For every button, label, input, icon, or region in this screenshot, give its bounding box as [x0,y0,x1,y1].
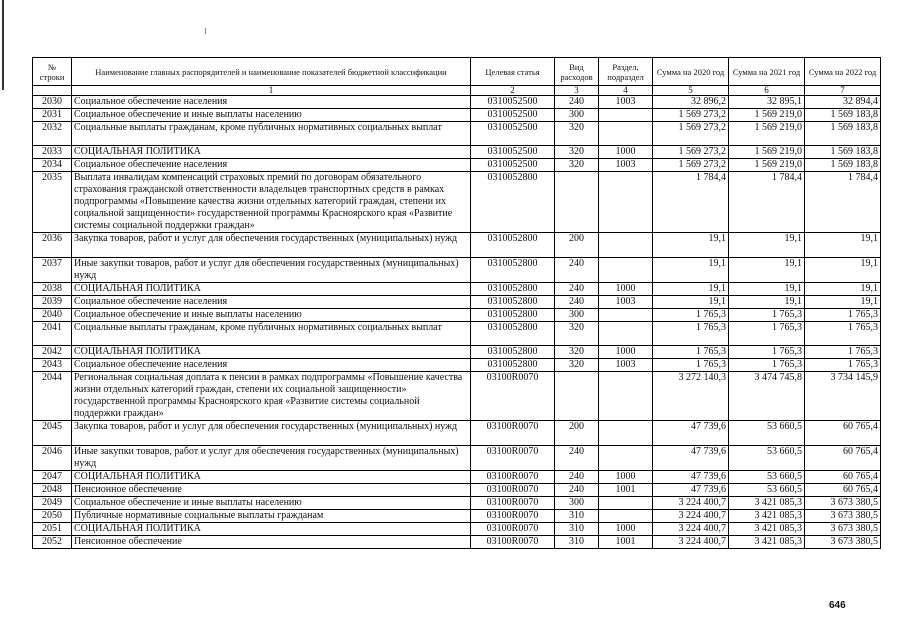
row-sum-2020-cell: 1 569 273,2 [653,122,729,146]
row-sum-2021-cell: 1 765,3 [729,359,805,372]
header-expense-type: Вид расходов [555,58,599,86]
row-sum-2021-cell: 53 660,5 [729,446,805,471]
table-row [33,484,881,497]
row-sum-2020-cell: 19,1 [653,283,729,296]
table-row [33,471,881,484]
row-sum-2022-cell: 3 673 380,5 [805,536,881,549]
row-number-cell: 2047 [33,471,72,484]
row-section-cell [599,510,653,523]
row-sum-2021-cell: 53 660,5 [729,471,805,484]
row-name-cell: Социальное обеспечение населения [72,159,471,172]
row-name-cell: Социальное обеспечение и иные выплаты населению [72,109,471,122]
table-row [33,283,881,296]
row-number-cell: 2033 [33,146,72,159]
row-expense-type-cell: 200 [555,233,599,258]
budget-table [32,57,881,549]
row-number-cell: 2040 [33,309,72,322]
row-sum-2020-cell: 19,1 [653,296,729,309]
column-number-cell: 1 [72,86,471,96]
row-section-cell: 1000 [599,283,653,296]
row-sum-2022-cell: 1 784,4 [805,172,881,233]
row-sum-2021-cell: 1 765,3 [729,346,805,359]
page-number: 646 [829,600,846,611]
row-name-cell: Выплата инвалидам компенсаций страховых премий по договорам обязательного страхования гражданской ответственности владельцев транспортных средств в рамках подпрограммы «Повышение качества жизни отдельных категорий граждан, степени их социальной защищенности» государственной программы Красноярского края «Развитие системы социальной поддержки граждан» [72,172,471,233]
column-number-cell: 5 [653,86,729,96]
row-expense-type-cell: 320 [555,122,599,146]
row-sum-2021-cell: 19,1 [729,258,805,283]
row-name-cell: Закупка товаров, работ и услуг для обеспечения государственных (муниципальных) нужд [72,421,471,446]
row-sum-2020-cell: 3 224 400,7 [653,536,729,549]
row-section-cell [599,497,653,510]
row-sum-2022-cell: 19,1 [805,233,881,258]
row-target-article-cell: 03100R0070 [471,471,555,484]
row-number-cell: 2036 [33,233,72,258]
table-body [33,96,881,549]
row-section-cell: 1001 [599,536,653,549]
row-name-cell: СОЦИАЛЬНАЯ ПОЛИТИКА [72,346,471,359]
row-name-cell: Социальные выплаты гражданам, кроме публичных нормативных социальных выплат [72,122,471,146]
row-name-cell: Социальное обеспечение населения [72,296,471,309]
row-target-article-cell: 03100R0070 [471,497,555,510]
row-expense-type-cell: 320 [555,159,599,172]
row-sum-2022-cell: 1 569 183,8 [805,109,881,122]
row-section-cell [599,322,653,346]
row-number-cell: 2037 [33,258,72,283]
row-sum-2022-cell: 32 894,4 [805,96,881,109]
row-sum-2020-cell: 47 739,6 [653,446,729,471]
row-number-cell: 2046 [33,446,72,471]
row-sum-2021-cell: 1 569 219,0 [729,146,805,159]
column-number-cell: 2 [471,86,555,96]
row-sum-2022-cell: 3 673 380,5 [805,510,881,523]
row-expense-type-cell: 200 [555,421,599,446]
row-target-article-cell: 03100R0070 [471,510,555,523]
scan-edge-mark [2,0,4,90]
row-sum-2021-cell: 1 569 219,0 [729,122,805,146]
row-sum-2021-cell: 3 421 085,3 [729,497,805,510]
table-row [33,309,881,322]
row-sum-2021-cell: 1 569 219,0 [729,159,805,172]
row-sum-2021-cell: 3 474 745,8 [729,372,805,421]
row-sum-2022-cell: 1 765,3 [805,322,881,346]
column-number-cell: 4 [599,86,653,96]
row-sum-2020-cell: 3 272 140,3 [653,372,729,421]
table-row [33,146,881,159]
row-sum-2021-cell: 1 765,3 [729,309,805,322]
row-sum-2021-cell: 32 895,1 [729,96,805,109]
row-number-cell: 2048 [33,484,72,497]
row-target-article-cell: 03100R0070 [471,421,555,446]
row-section-cell [599,122,653,146]
column-number-cell: 6 [729,86,805,96]
row-number-cell: 2043 [33,359,72,372]
row-sum-2021-cell: 19,1 [729,283,805,296]
table-header [33,58,881,96]
row-expense-type-cell: 310 [555,510,599,523]
row-sum-2022-cell: 60 765,4 [805,471,881,484]
scan-dot-mark [205,28,206,34]
row-target-article-cell: 0310052800 [471,309,555,322]
table-row [33,536,881,549]
row-section-cell [599,446,653,471]
row-name-cell: СОЦИАЛЬНАЯ ПОЛИТИКА [72,471,471,484]
row-number-cell: 2045 [33,421,72,446]
row-expense-type-cell: 240 [555,446,599,471]
table-row [33,258,881,283]
row-section-cell: 1001 [599,484,653,497]
table-row [33,172,881,233]
row-expense-type-cell: 240 [555,96,599,109]
row-name-cell: Пенсионное обеспечение [72,484,471,497]
table-row [33,159,881,172]
row-expense-type-cell: 320 [555,359,599,372]
row-expense-type-cell: 320 [555,346,599,359]
row-section-cell: 1000 [599,346,653,359]
row-target-article-cell: 0310052800 [471,258,555,283]
table-row [33,96,881,109]
column-number-cell [33,86,72,96]
row-section-cell: 1000 [599,523,653,536]
row-sum-2020-cell: 1 569 273,2 [653,146,729,159]
row-number-cell: 2049 [33,497,72,510]
row-sum-2022-cell: 1 569 183,8 [805,159,881,172]
table-row [33,122,881,146]
row-section-cell [599,233,653,258]
row-expense-type-cell: 320 [555,322,599,346]
row-expense-type-cell [555,372,599,421]
row-sum-2020-cell: 3 224 400,7 [653,497,729,510]
row-name-cell: Иные закупки товаров, работ и услуг для обеспечения государственных (муниципальных) нужд [72,446,471,471]
row-target-article-cell: 0310052500 [471,122,555,146]
row-number-cell: 2032 [33,122,72,146]
row-number-cell: 2050 [33,510,72,523]
row-section-cell: 1003 [599,359,653,372]
row-target-article-cell: 03100R0070 [471,523,555,536]
row-sum-2020-cell: 1 784,4 [653,172,729,233]
row-sum-2021-cell: 19,1 [729,233,805,258]
row-target-article-cell: 0310052800 [471,283,555,296]
row-sum-2020-cell: 47 739,6 [653,484,729,497]
row-target-article-cell: 0310052800 [471,296,555,309]
row-name-cell: СОЦИАЛЬНАЯ ПОЛИТИКА [72,523,471,536]
row-name-cell: Иные закупки товаров, работ и услуг для обеспечения государственных (муниципальных) нужд [72,258,471,283]
table-row [33,322,881,346]
table-row [33,296,881,309]
row-name-cell: Социальные выплаты гражданам, кроме публичных нормативных социальных выплат [72,322,471,346]
header-sum-2020: Сумма на 2020 год [653,58,729,86]
row-number-cell: 2034 [33,159,72,172]
row-expense-type-cell: 310 [555,536,599,549]
row-target-article-cell: 0310052800 [471,322,555,346]
row-sum-2022-cell: 1 765,3 [805,309,881,322]
row-section-cell: 1003 [599,159,653,172]
row-number-cell: 2052 [33,536,72,549]
row-sum-2021-cell: 3 421 085,3 [729,510,805,523]
row-sum-2020-cell: 1 569 273,2 [653,109,729,122]
row-sum-2022-cell: 1 569 183,8 [805,146,881,159]
row-sum-2022-cell: 19,1 [805,296,881,309]
row-section-cell: 1003 [599,96,653,109]
header-section: Раздел, подраздел [599,58,653,86]
row-section-cell [599,109,653,122]
row-sum-2020-cell: 32 896,2 [653,96,729,109]
row-expense-type-cell: 300 [555,109,599,122]
row-target-article-cell: 03100R0070 [471,536,555,549]
row-section-cell [599,421,653,446]
row-section-cell [599,309,653,322]
row-expense-type-cell: 310 [555,523,599,536]
row-sum-2022-cell: 3 673 380,5 [805,497,881,510]
header-row-number: № строки [33,58,72,86]
row-sum-2022-cell: 3 673 380,5 [805,523,881,536]
row-sum-2021-cell: 53 660,5 [729,484,805,497]
row-target-article-cell: 0310052500 [471,159,555,172]
table-row [33,346,881,359]
table-row [33,446,881,471]
row-name-cell: СОЦИАЛЬНАЯ ПОЛИТИКА [72,146,471,159]
row-sum-2020-cell: 3 224 400,7 [653,523,729,536]
table-row [33,510,881,523]
row-sum-2022-cell: 1 765,3 [805,346,881,359]
row-target-article-cell: 0310052800 [471,359,555,372]
row-sum-2021-cell: 1 765,3 [729,322,805,346]
row-sum-2020-cell: 47 739,6 [653,471,729,484]
table-row [33,497,881,510]
row-sum-2022-cell: 3 734 145,9 [805,372,881,421]
row-sum-2020-cell: 1 765,3 [653,346,729,359]
row-name-cell: Региональная социальная доплата к пенсии в рамках подпрограммы «Повышение качества жизни отдельных категорий граждан, степени их социальной защищенности» государственной программы Красноярского края «Развитие системы социальной поддержки граждан» [72,372,471,421]
row-expense-type-cell: 320 [555,146,599,159]
header-target-article: Целевая статья [471,58,555,86]
row-sum-2022-cell: 19,1 [805,258,881,283]
row-sum-2022-cell: 19,1 [805,283,881,296]
row-sum-2020-cell: 19,1 [653,233,729,258]
row-sum-2020-cell: 1 765,3 [653,359,729,372]
row-number-cell: 2044 [33,372,72,421]
row-target-article-cell: 0310052800 [471,233,555,258]
row-name-cell: Закупка товаров, работ и услуг для обеспечения государственных (муниципальных) нужд [72,233,471,258]
row-sum-2020-cell: 19,1 [653,258,729,283]
row-number-cell: 2042 [33,346,72,359]
header-sum-2021: Сумма на 2021 год [729,58,805,86]
row-number-cell: 2030 [33,96,72,109]
column-number-row [33,86,881,96]
row-section-cell [599,258,653,283]
row-sum-2020-cell: 47 739,6 [653,421,729,446]
row-expense-type-cell: 240 [555,258,599,283]
row-expense-type-cell: 300 [555,497,599,510]
row-target-article-cell: 0310052500 [471,96,555,109]
table-row [33,109,881,122]
row-sum-2021-cell: 3 421 085,3 [729,536,805,549]
row-target-article-cell: 0310052500 [471,146,555,159]
row-number-cell: 2031 [33,109,72,122]
row-sum-2021-cell: 19,1 [729,296,805,309]
row-section-cell [599,172,653,233]
row-target-article-cell: 0310052800 [471,172,555,233]
row-expense-type-cell: 240 [555,484,599,497]
row-sum-2022-cell: 60 765,4 [805,484,881,497]
row-sum-2022-cell: 60 765,4 [805,421,881,446]
row-number-cell: 2051 [33,523,72,536]
table-row [33,233,881,258]
header-sum-2022: Сумма на 2022 год [805,58,881,86]
row-expense-type-cell: 240 [555,471,599,484]
row-sum-2021-cell: 3 421 085,3 [729,523,805,536]
row-expense-type-cell: 240 [555,296,599,309]
row-sum-2020-cell: 1 569 273,2 [653,159,729,172]
row-sum-2022-cell: 1 765,3 [805,359,881,372]
column-number-cell: 7 [805,86,881,96]
row-name-cell: Социальное обеспечение и иные выплаты населению [72,497,471,510]
header-name: Наименование главных распорядителей и наименование показателей бюджетной классификации [72,58,471,86]
table-row [33,372,881,421]
table-row [33,421,881,446]
row-sum-2020-cell: 3 224 400,7 [653,510,729,523]
row-number-cell: 2038 [33,283,72,296]
table-row [33,359,881,372]
row-name-cell: Социальное обеспечение и иные выплаты населению [72,309,471,322]
row-sum-2021-cell: 1 784,4 [729,172,805,233]
row-sum-2021-cell: 53 660,5 [729,421,805,446]
row-sum-2022-cell: 1 569 183,8 [805,122,881,146]
row-section-cell: 1003 [599,296,653,309]
row-target-article-cell: 03100R0070 [471,484,555,497]
row-target-article-cell: 03100R0070 [471,446,555,471]
column-number-cell: 3 [555,86,599,96]
row-expense-type-cell [555,172,599,233]
row-number-cell: 2041 [33,322,72,346]
row-sum-2020-cell: 1 765,3 [653,309,729,322]
row-name-cell: СОЦИАЛЬНАЯ ПОЛИТИКА [72,283,471,296]
row-section-cell: 1000 [599,471,653,484]
row-number-cell: 2035 [33,172,72,233]
row-name-cell: Публичные нормативные социальные выплаты гражданам [72,510,471,523]
row-sum-2021-cell: 1 569 219,0 [729,109,805,122]
row-section-cell: 1000 [599,146,653,159]
row-name-cell: Пенсионное обеспечение [72,536,471,549]
row-section-cell [599,372,653,421]
row-name-cell: Социальное обеспечение населения [72,359,471,372]
row-expense-type-cell: 240 [555,283,599,296]
table-row [33,523,881,536]
row-sum-2022-cell: 60 765,4 [805,446,881,471]
row-name-cell: Социальное обеспечение населения [72,96,471,109]
row-target-article-cell: 0310052800 [471,346,555,359]
row-number-cell: 2039 [33,296,72,309]
row-target-article-cell: 03100R0070 [471,372,555,421]
row-sum-2020-cell: 1 765,3 [653,322,729,346]
row-target-article-cell: 0310052500 [471,109,555,122]
row-expense-type-cell: 300 [555,309,599,322]
